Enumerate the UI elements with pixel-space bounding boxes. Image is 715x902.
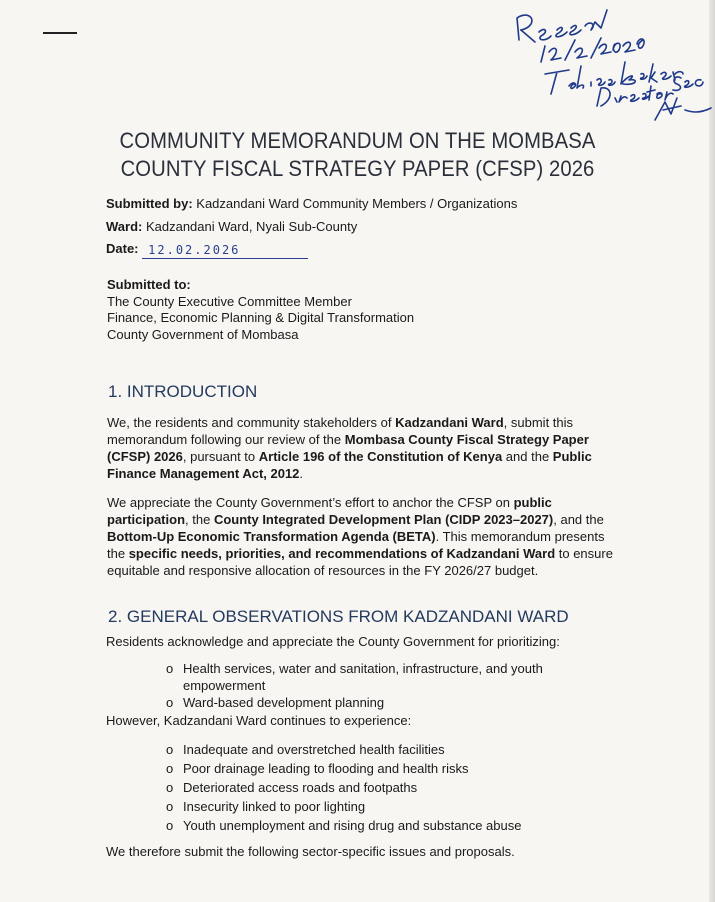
bold-text-run: Bottom-Up Economic Transformation Agenda (BETA) [107,529,436,544]
submitted-to-label: Submitted to: [107,277,191,292]
text-run: , and the [553,512,604,527]
document-title [29,127,687,183]
bold-text-run: County Integrated Development Plan (CIDP 2023–2027) [213,512,554,527]
section-2-however: However, Kadzandani Ward continues to experience: [106,713,412,728]
corner-dash-mark [43,32,77,34]
section-1-body [107,414,613,579]
handwritten-received-stamp [505,2,715,122]
bold-text-run: Article 196 of the Constitution of Kenya [258,449,503,464]
title-line-1: COMMUNITY MEMORANDUM ON THE MOMBASA [119,128,596,153]
title-line-2: COUNTY FISCAL STRATEGY PAPER (CFSP) 2026 [120,156,595,181]
list-item: o Insecurity linked to poor lighting [160,797,580,816]
text-run: to ensure equitable and responsive allocation of resources in the FY 2026/27 budget. [107,546,613,578]
list-item: o Ward-based development planning [160,694,580,711]
submitted-by-value: Kadzandani Ward Community Members / Organizations [192,196,518,211]
bold-text-run: Kadzandani Ward [395,415,504,430]
bold-text-run: Mombasa County Fiscal Strategy Paper (CFSP) 2026 [107,432,589,464]
text-run: We, the residents and community stakeholders of [107,415,396,430]
text-run: . [299,466,304,481]
text-run: , pursuant to [182,449,259,464]
submitted-to-block [107,277,414,343]
list-item: o Inadequate and overstretched health facilities [160,740,580,759]
ward-value: Kadzandani Ward, Nyali Sub-County [142,219,358,234]
submitted-by-line [106,196,517,212]
date-label: Date: [106,241,139,256]
text-run: We appreciate the County Government’s effort to anchor the CFSP on [107,495,514,510]
submitted-to-line-1: The County Executive Committee Member [107,293,352,309]
list-item: o Poor drainage leading to flooding and health risks [160,759,580,778]
submitted-to-line-2: Finance, Economic Planning & Digital Transformation [107,310,415,325]
list-item: o Deteriorated access roads and footpaths [160,778,580,797]
ward-line [106,219,357,235]
list-item: o Youth unemployment and rising drug and substance abuse [160,816,580,835]
submitted-to-line-3: County Government of Mombasa [107,326,299,342]
text-run: , the [185,512,214,527]
submitted-by-label: Submitted by: [106,196,193,211]
bold-text-run: specific needs, priorities, and recommendations of Kadzandani Ward [128,546,556,561]
section-2-intro: Residents acknowledge and appreciate the County Government for prioritizing: [106,634,560,649]
issues-list [160,740,580,835]
date-line [106,241,308,258]
list-item: o Health services, water and sanitation, infrastructure, and youth empowerment [160,660,580,694]
page-edge [709,0,715,902]
text-run: and the [502,449,553,464]
section-2-closing: We therefore submit the following sector-specific issues and proposals. [106,844,515,859]
intro-paragraph-2 [107,494,622,579]
section-2-heading: 2. GENERAL OBSERVATIONS FROM KADZANDANI WARD [108,607,569,626]
bold-text-run: public participation [107,495,552,527]
date-value-handwritten: 12.02.2026 [142,242,308,259]
bold-text-run: Public Finance Management Act, 2012 [107,449,592,481]
priorities-list [160,660,580,711]
section-1-heading: 1. INTRODUCTION [108,382,258,401]
ward-label: Ward: [106,219,143,234]
intro-paragraph-1 [107,414,597,482]
text-run: , submit this memorandum following our review of the [107,415,574,447]
text-run: . This memorandum presents the [107,529,605,561]
